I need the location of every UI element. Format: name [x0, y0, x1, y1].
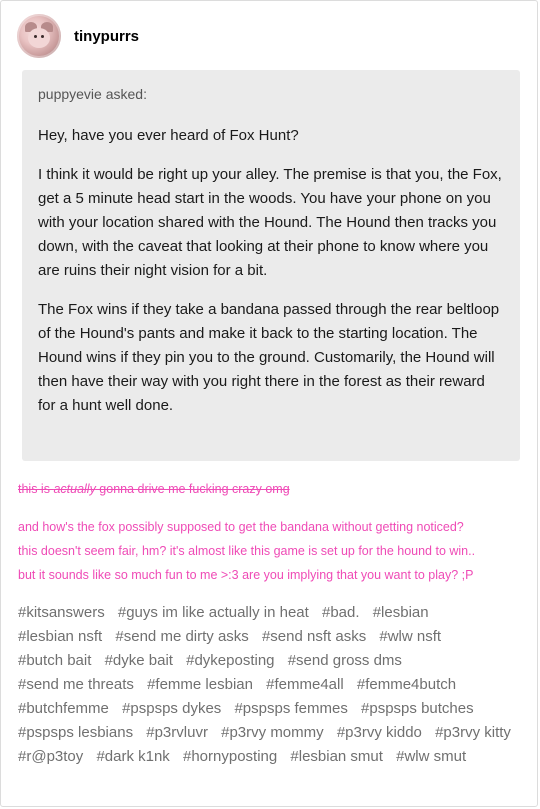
reply-struck-line	[18, 477, 290, 501]
tag-link[interactable]: #dark k1nk	[96, 748, 170, 765]
reply-struck-text: this is	[18, 482, 54, 496]
ask-box	[22, 70, 520, 461]
reply-line: and how's the fox possibly supposed to get the bandana without getting noticed?	[18, 520, 464, 534]
reply-line: this doesn't seem fair, hm? it's almost like this game is set up for the hound to win..	[18, 544, 476, 558]
ask-paragraph: I think it would be right up your alley. The premise is that you, the Fox, get a 5 minute head start in the woods. You have your phone on you with your location shared with the Hound. The Hound then tracks you down, with the caveat that looking at their phone to know where you are ruins their night vision for a bit.	[38, 166, 502, 279]
reply-struck-italic: actually	[53, 482, 96, 496]
tag-link[interactable]: #p3rvy kitty	[435, 724, 511, 741]
tag-link[interactable]: #dyke bait	[104, 652, 173, 669]
tag-link[interactable]: #kitsanswers	[18, 604, 105, 621]
tag-link[interactable]: #wlw nsft	[379, 628, 442, 645]
tag-link[interactable]: #pspsps dykes	[122, 700, 222, 717]
tag-link[interactable]: #wlw smut	[396, 748, 467, 765]
tag-link[interactable]: #send gross dms	[287, 652, 402, 669]
username[interactable]: tinypurrs	[74, 27, 140, 45]
tag-link[interactable]: #lesbian nsft	[18, 628, 103, 645]
tag-link[interactable]: #dykeposting	[186, 652, 275, 669]
asker-label: puppyevie asked:	[38, 86, 147, 102]
tag-link[interactable]: #send nsft asks	[261, 628, 367, 645]
tag-link[interactable]: #lesbian	[372, 604, 429, 621]
tag-link[interactable]: #butch bait	[18, 652, 92, 669]
tag-link[interactable]: #hornyposting	[182, 748, 278, 765]
tag-link[interactable]: #send me threats	[18, 676, 134, 693]
tag-link[interactable]: #femme4butch	[356, 676, 457, 693]
tag-link[interactable]: #p3rvluvr	[146, 724, 208, 741]
tag-link[interactable]: #send me dirty asks	[115, 628, 249, 645]
reply-line: but it sounds like so much fun to me >:3 are you implying that you want to play? ;P	[18, 568, 474, 582]
tag-link[interactable]: #bad.	[321, 604, 360, 621]
reply-struck-text: gonna drive me fucking crazy omg	[95, 482, 290, 496]
tag-link[interactable]: #p3rvy kiddo	[336, 724, 422, 741]
tag-link[interactable]: #r@p3toy	[18, 748, 84, 765]
tag-link[interactable]: #pspsps femmes	[234, 700, 348, 717]
tag-link[interactable]: #butchfemme	[18, 700, 109, 717]
tag-link[interactable]: #pspsps lesbians	[18, 724, 134, 741]
tag-link[interactable]: #pspsps butches	[361, 700, 474, 717]
avatar-eye	[41, 35, 44, 38]
tag-link[interactable]: #guys im like actually in heat	[117, 604, 309, 621]
tag-link[interactable]: #lesbian smut	[290, 748, 383, 765]
avatar[interactable]	[17, 14, 61, 58]
tag-link[interactable]: #p3rvy mommy	[221, 724, 324, 741]
post-header	[17, 13, 139, 59]
ask-paragraph: Hey, have you ever heard of Fox Hunt?	[38, 127, 299, 144]
tag-list	[18, 601, 528, 769]
tag-link[interactable]: #femme lesbian	[147, 676, 253, 693]
ask-paragraph: The Fox wins if they take a bandana passed through the rear beltloop of the Hound's pants and make it back to the starting location. The Hound wins if they pin you to the ground. Customarily, the Hound will then have their way with you right there in the forest as their reward for a hunt well done.	[38, 301, 500, 414]
tag-link[interactable]: #femme4all	[266, 676, 344, 693]
avatar-face	[28, 28, 50, 48]
avatar-eye	[34, 35, 37, 38]
